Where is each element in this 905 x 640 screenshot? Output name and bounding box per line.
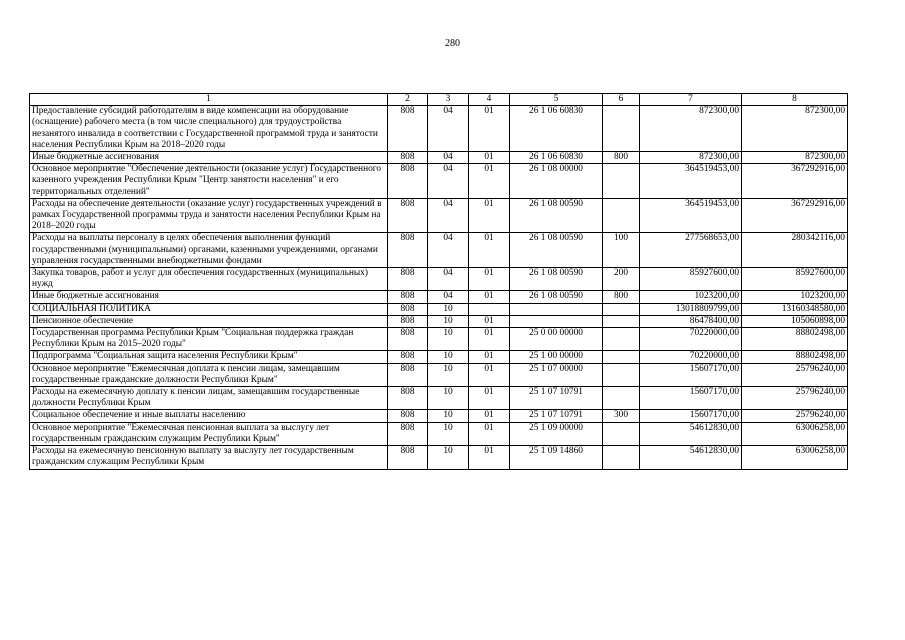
amount-2020-cell: 280342116,00 [742,233,848,268]
subsection-cell: 01 [469,233,510,268]
table-row [30,363,848,386]
table-row [30,164,848,199]
section-cell: 10 [428,422,469,445]
section-cell: 04 [428,268,469,291]
target-article-cell [510,303,603,315]
code-cell: 808 [388,446,428,469]
row-name-cell: Иные бюджетные ассигнования [30,152,388,164]
row-name-cell: Расходы на ежемесячную доплату к пенсии лицам, замещавшим государственные должности Республики Крым [30,387,388,410]
expense-type-cell [603,198,640,233]
code-cell: 808 [388,198,428,233]
subsection-cell: 01 [469,351,510,363]
table-row [30,410,848,422]
expense-type-cell [603,303,640,315]
target-article-cell: 26 1 08 00590 [510,268,603,291]
expense-type-cell [603,351,640,363]
amount-2020-cell: 1023200,00 [742,291,848,303]
expense-type-cell [603,106,640,152]
amount-2019-cell: 15607170,00 [640,387,742,410]
target-article-cell: 26 1 08 00000 [510,164,603,199]
target-article-cell: 26 1 08 00590 [510,198,603,233]
row-name-cell: Расходы на выплаты персоналу в целях обеспечения выполнения функций государственными (муниципальными) органами, казенными учреждениями, органами управления государственными внебюджетными фондами [30,233,388,268]
row-name-cell: Основное мероприятие "Ежемесячная пенсионная выплата за выслугу лет государственным гражданским служащим Республики Крым" [30,422,388,445]
code-cell: 808 [388,233,428,268]
amount-2020-cell: 63006258,00 [742,422,848,445]
amount-2019-cell: 364519453,00 [640,198,742,233]
subsection-cell [469,303,510,315]
table-row [30,446,848,469]
section-cell: 04 [428,106,469,152]
subsection-cell: 01 [469,446,510,469]
expense-type-cell [603,164,640,199]
table-row [30,328,848,351]
amount-2020-cell: 13160348580,00 [742,303,848,315]
table-row [30,351,848,363]
amount-2020-cell: 872300,00 [742,152,848,164]
subsection-cell: 01 [469,291,510,303]
target-article-cell: 25 1 00 00000 [510,351,603,363]
table-body [30,106,848,469]
column-header: 2 [388,94,428,106]
expense-type-cell: 300 [603,410,640,422]
table-row [30,291,848,303]
section-cell: 04 [428,198,469,233]
amount-2020-cell: 367292916,00 [742,164,848,199]
row-name-cell: Основное мероприятие "Ежемесячная доплата к пенсии лицам, замещавшим государственные гражданские должности Республики Крым" [30,363,388,386]
row-name-cell: Расходы на обеспечение деятельности (оказание услуг) государственных учреждений в рамках Государственной программы труда и занятости населения Республики Крым на 2018–2020 годы [30,198,388,233]
subsection-cell: 01 [469,410,510,422]
amount-2020-cell: 63006258,00 [742,446,848,469]
amount-2019-cell: 13018809799,00 [640,303,742,315]
code-cell: 808 [388,422,428,445]
row-name-cell: Социальное обеспечение и иные выплаты населению [30,410,388,422]
section-cell: 04 [428,291,469,303]
amount-2020-cell: 88802498,00 [742,351,848,363]
target-article-cell: 26 1 06 60830 [510,152,603,164]
amount-2019-cell: 1023200,00 [640,291,742,303]
row-name-cell: Государственная программа Республики Крым "Социальная поддержка граждан Республики Крым на 2015–2020 годы" [30,328,388,351]
expense-type-cell: 100 [603,233,640,268]
table-row [30,303,848,315]
amount-2020-cell: 367292916,00 [742,198,848,233]
expense-type-cell: 200 [603,268,640,291]
budget-table [29,93,848,470]
section-cell: 10 [428,303,469,315]
subsection-cell: 01 [469,422,510,445]
table-row [30,268,848,291]
amount-2019-cell: 15607170,00 [640,363,742,386]
subsection-cell: 01 [469,315,510,327]
amount-2019-cell: 872300,00 [640,152,742,164]
subsection-cell: 01 [469,363,510,386]
row-name-cell: Закупка товаров, работ и услуг для обеспечения государственных (муниципальных) нужд [30,268,388,291]
expense-type-cell [603,422,640,445]
code-cell: 808 [388,387,428,410]
subsection-cell: 01 [469,106,510,152]
code-cell: 808 [388,106,428,152]
subsection-cell: 01 [469,164,510,199]
section-cell: 04 [428,152,469,164]
row-name-cell: Основное мероприятие "Обеспечение деятельности (оказание услуг) Государственного казенного учреждения Республики Крым "Центр занятости населения" и его территориальных отделений" [30,164,388,199]
section-cell: 04 [428,164,469,199]
section-cell: 10 [428,328,469,351]
amount-2020-cell: 25796240,00 [742,363,848,386]
table-header-row [30,94,848,106]
subsection-cell: 01 [469,328,510,351]
amount-2019-cell: 70220000,00 [640,351,742,363]
target-article-cell: 25 1 07 10791 [510,410,603,422]
table-row [30,422,848,445]
table-row [30,315,848,327]
target-article-cell: 26 1 08 00590 [510,233,603,268]
code-cell: 808 [388,291,428,303]
amount-2020-cell: 85927600,00 [742,268,848,291]
target-article-cell: 25 1 09 14860 [510,446,603,469]
expense-type-cell [603,315,640,327]
target-article-cell: 25 0 00 00000 [510,328,603,351]
expense-type-cell [603,387,640,410]
row-name-cell: Предоставление субсидий работодателям в виде компенсации на оборудование (оснащение) рабочего места (в том числе специального) для трудоустройства незанятого инвалида в соответствии с Государственной программой труда и занятости населения Республики Крым на 2018–2020 годы [30,106,388,152]
amount-2019-cell: 86478400,00 [640,315,742,327]
table-row [30,152,848,164]
table-row [30,233,848,268]
target-article-cell: 26 1 06 60830 [510,106,603,152]
section-cell: 10 [428,315,469,327]
row-name-cell: СОЦИАЛЬНАЯ ПОЛИТИКА [30,303,388,315]
subsection-cell: 01 [469,268,510,291]
column-header: 8 [742,94,848,106]
table-row [30,106,848,152]
column-header: 6 [603,94,640,106]
page-number: 280 [445,38,460,49]
code-cell: 808 [388,152,428,164]
section-cell: 10 [428,410,469,422]
table-row [30,198,848,233]
amount-2019-cell: 54612830,00 [640,446,742,469]
row-name-cell: Подпрограмма "Социальная защита населения Республики Крым" [30,351,388,363]
code-cell: 808 [388,363,428,386]
column-header: 1 [30,94,388,106]
amount-2020-cell: 872300,00 [742,106,848,152]
section-cell: 10 [428,351,469,363]
amount-2019-cell: 54612830,00 [640,422,742,445]
subsection-cell: 01 [469,152,510,164]
expense-type-cell [603,328,640,351]
amount-2019-cell: 70220000,00 [640,328,742,351]
section-cell: 10 [428,446,469,469]
subsection-cell: 01 [469,387,510,410]
row-name-cell: Расходы на ежемесячную пенсионную выплату за выслугу лет государственным гражданским служащим Республики Крым [30,446,388,469]
expense-type-cell: 800 [603,291,640,303]
amount-2019-cell: 85927600,00 [640,268,742,291]
expense-type-cell [603,363,640,386]
row-name-cell: Иные бюджетные ассигнования [30,291,388,303]
row-name-cell: Пенсионное обеспечение [30,315,388,327]
target-article-cell [510,315,603,327]
target-article-cell: 25 1 07 00000 [510,363,603,386]
target-article-cell: 25 1 07 10791 [510,387,603,410]
target-article-cell: 26 1 08 00590 [510,291,603,303]
code-cell: 808 [388,303,428,315]
column-header: 5 [510,94,603,106]
expense-type-cell: 800 [603,152,640,164]
table-row [30,387,848,410]
section-cell: 04 [428,233,469,268]
amount-2020-cell: 105060898,00 [742,315,848,327]
column-header: 7 [640,94,742,106]
amount-2019-cell: 364519453,00 [640,164,742,199]
subsection-cell: 01 [469,198,510,233]
code-cell: 808 [388,410,428,422]
target-article-cell: 25 1 09 00000 [510,422,603,445]
amount-2019-cell: 872300,00 [640,106,742,152]
section-cell: 10 [428,387,469,410]
section-cell: 10 [428,363,469,386]
amount-2020-cell: 25796240,00 [742,410,848,422]
code-cell: 808 [388,315,428,327]
amount-2019-cell: 15607170,00 [640,410,742,422]
expense-type-cell [603,446,640,469]
amount-2019-cell: 277568653,00 [640,233,742,268]
code-cell: 808 [388,328,428,351]
code-cell: 808 [388,164,428,199]
amount-2020-cell: 88802498,00 [742,328,848,351]
code-cell: 808 [388,268,428,291]
amount-2020-cell: 25796240,00 [742,387,848,410]
column-header: 4 [469,94,510,106]
column-header: 3 [428,94,469,106]
code-cell: 808 [388,351,428,363]
